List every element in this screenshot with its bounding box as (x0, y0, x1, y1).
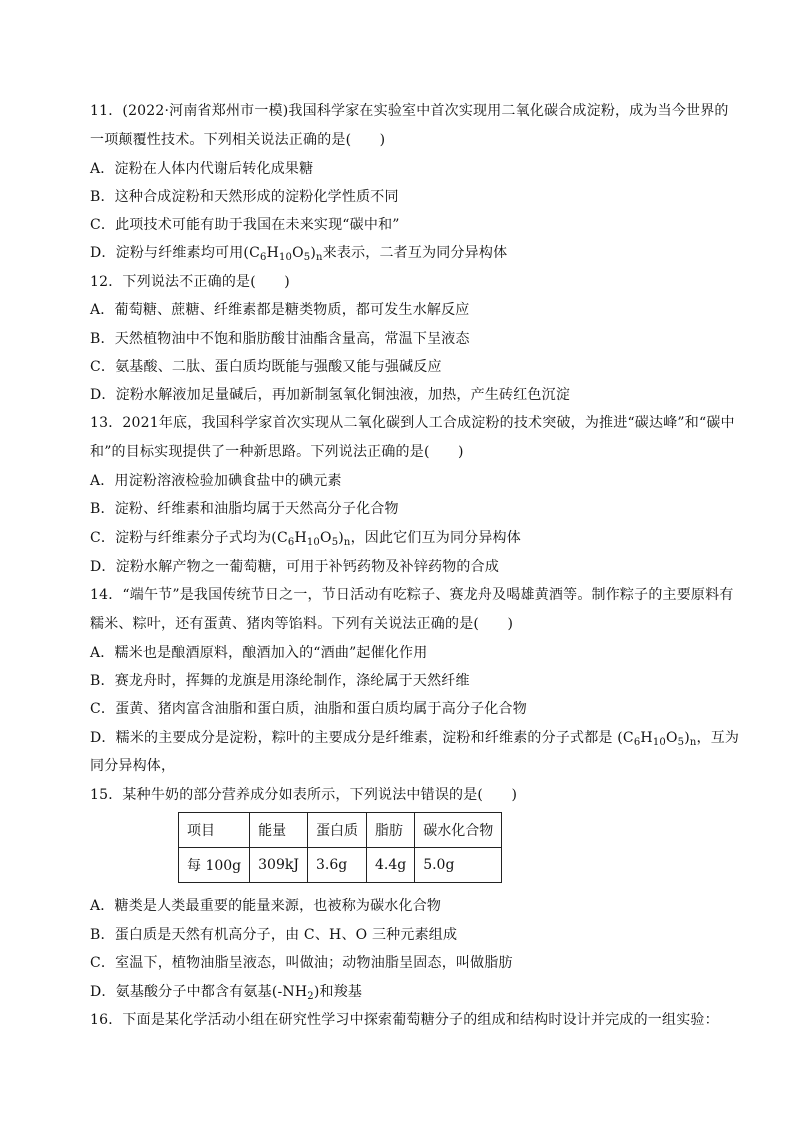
table-cell: 每 100g (179, 848, 250, 883)
table-header-cell: 项目 (179, 813, 250, 848)
question-16-stem: 16．下面是某化学活动小组在研究性学习中探索葡萄糖分子的组成和结构时设计并完成的一组实验： (90, 1012, 719, 1028)
question-13-stem-line-2: 和”的目标实现提供了一种新思路。下列说法正确的是( ) (90, 444, 464, 460)
subscript: 10 (652, 737, 666, 748)
element-symbol: H (640, 730, 653, 746)
table-header-cell: 蛋白质 (307, 813, 366, 848)
option-text: ，因此它们互为同分异构体 (350, 530, 521, 546)
question-14-option-b: B．赛龙舟时，挥舞的龙旗是用涤纶制作，涤纶属于天然纤维 (90, 673, 470, 689)
table-header-row (179, 813, 502, 848)
question-11-option-a: A．淀粉在人体内代谢后转化成果糖 (90, 161, 314, 177)
subscript: n (316, 252, 323, 263)
question-15-stem: 15．某种牛奶的部分营养成分如表所示，下列说法中错误的是( ) (90, 787, 518, 803)
table-cell: 5.0g (415, 848, 502, 883)
subscript: 5 (303, 252, 311, 263)
bracket: ) (338, 530, 344, 546)
question-12-stem: 12．下列说法不正确的是( ) (90, 274, 290, 290)
question-11-stem-line-1: 11．(2022·河南省郑州市一模)我国科学家在实验室中首次实现用二氧化碳合成淀粉，成为当今世界的 (90, 103, 729, 119)
question-15-option-d (90, 983, 362, 1001)
table-row (179, 848, 502, 883)
subscript: 10 (306, 537, 320, 548)
question-13-option-c (90, 529, 521, 547)
bracket: ) (684, 730, 690, 746)
question-14-option-d-line-2: 同分异构体， (90, 758, 176, 774)
element-symbol: H (266, 245, 279, 261)
subscript: 6 (260, 252, 267, 263)
subscript: 10 (278, 252, 293, 263)
option-text: 来表示，二者互为同分异构体 (322, 245, 508, 261)
question-15-option-a: A．糖类是人类最重要的能量来源，也被称为碳水化合物 (90, 898, 442, 914)
question-15-option-c: C．室温下，植物油脂呈液态，叫做油；动物油脂呈固态，叫做脂肪 (90, 955, 513, 971)
option-text: D．淀粉与纤维素均可用(C (90, 245, 260, 261)
option-text: C．淀粉与纤维素分子式均为(C (90, 530, 288, 546)
question-13-stem-line-1: 13．2021年底，我国科学家首次实现从二氧化碳到人工合成淀粉的技术突破，为推进“碳达峰”和“碳中 (90, 415, 735, 431)
question-11-stem-line-2: 一项颠覆性技术。下列相关说法正确的是( ) (90, 132, 386, 148)
bracket: ) (310, 245, 317, 261)
subscript: 6 (633, 737, 641, 748)
element-symbol: O (320, 530, 332, 546)
option-text: D．糯米的主要成分是淀粉，粽叶的主要成分是纤维素，淀粉和纤维素的分子式都是 (C (90, 730, 634, 746)
question-14-stem-line-1: 14．“端午节”是我国传统节日之一，节日活动有吃粽子、赛龙舟及喝雄黄酒等。制作粽子的主要原料有 (90, 587, 734, 603)
element-symbol: O (665, 730, 678, 746)
table-header-cell: 脂肪 (366, 813, 414, 848)
element-symbol: O (292, 245, 304, 261)
nutrition-table (178, 812, 502, 883)
table-cell: 3.6g (307, 848, 366, 883)
option-text: D．氨基酸分子中都含有氨基(-NH (90, 984, 308, 1000)
table-cell: 309kJ (250, 848, 308, 883)
question-11-option-c: C．此项技术可能有助于我国在未来实现“碳中和” (90, 217, 400, 233)
question-11-option-b: B．这种合成淀粉和天然形成的淀粉化学性质不同 (90, 189, 399, 205)
subscript: 5 (677, 737, 685, 748)
question-13-option-d: D．淀粉水解产物之一葡萄糖，可用于补钙药物及补锌药物的合成 (90, 559, 500, 575)
question-11-option-d (90, 244, 507, 262)
question-14-stem-line-2: 糯米、粽叶，还有蛋黄、猪肉等馅料。下列有关说法正确的是( ) (90, 616, 514, 632)
subscript: 2 (307, 991, 314, 1002)
subscript: 6 (287, 537, 295, 548)
question-14-option-d-line-1 (90, 729, 739, 747)
question-12-option-a: A．葡萄糖、蔗糖、纤维素都是糖类物质，都可发生水解反应 (90, 302, 470, 318)
question-13-option-b: B．淀粉、纤维素和油脂均属于天然高分子化合物 (90, 501, 399, 517)
question-14-option-a: A．糯米也是酿酒原料，酿酒加入的“酒曲”起催化作用 (90, 645, 428, 661)
option-text: )和羧基 (313, 984, 363, 1000)
table-cell: 4.4g (366, 848, 414, 883)
table-header-cell: 能量 (250, 813, 308, 848)
option-text: ，互为 (696, 730, 740, 746)
question-12-option-d: D．淀粉水解液加足量碱后，再加新制氢氧化铜浊液，加热，产生砖红色沉淀 (90, 387, 571, 403)
question-15-option-b: B．蛋白质是天然有机高分子，由 C、H、O 三种元素组成 (90, 927, 458, 943)
question-12-option-c: C．氨基酸、二肽、蛋白质均既能与强酸又能与强碱反应 (90, 359, 442, 375)
subscript: 5 (331, 537, 339, 548)
subscript: n (343, 537, 351, 548)
element-symbol: H (294, 530, 307, 546)
question-12-option-b: B．天然植物油中不饱和脂肪酸甘油酯含量高，常温下呈液态 (90, 331, 470, 347)
question-13-option-a: A．用淀粉溶液检验加碘食盐中的碘元素 (90, 473, 342, 489)
subscript: n (689, 737, 697, 748)
table-header-cell: 碳水化合物 (415, 813, 502, 848)
question-14-option-c: C．蛋黄、猪肉富含油脂和蛋白质，油脂和蛋白质均属于高分子化合物 (90, 701, 527, 717)
